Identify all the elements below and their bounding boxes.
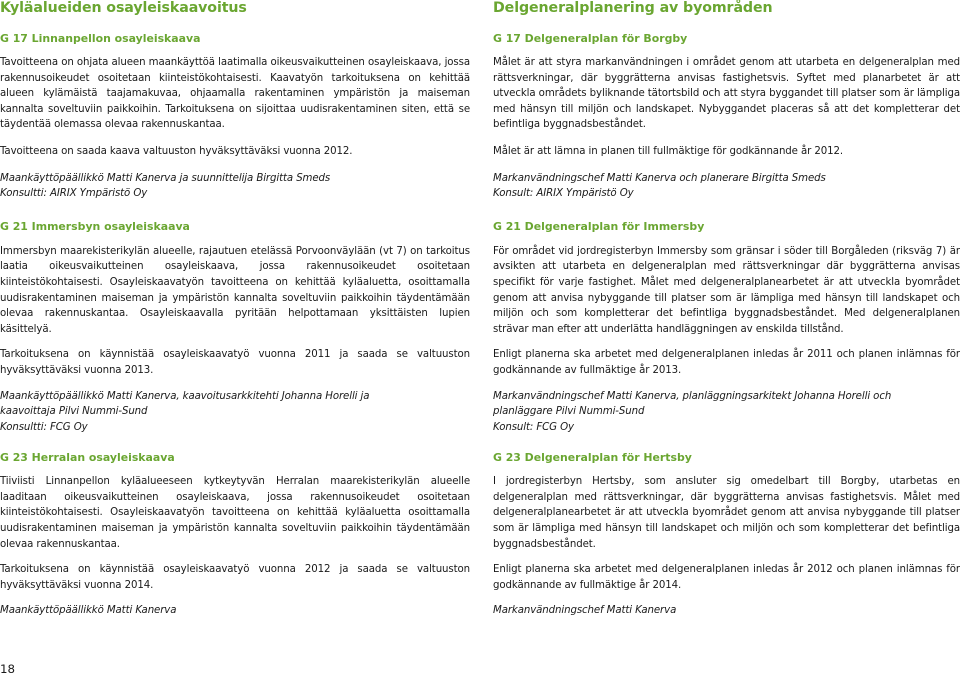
- section-g17-sv: [493, 32, 960, 202]
- page-header-fi: Kyläalueiden osayleiskaavoitus: [0, 0, 247, 16]
- responsible-persons: Markanvändningschef Matti Kanerva: [493, 605, 677, 617]
- paragraph: Tavoitteena on saada kaava valtuuston hyväksyttäväksi vuonna 2012.: [0, 145, 353, 157]
- responsible-persons: Markanvändningschef Matti Kanerva, planläggningsarkitekt Johanna Horelli och: [493, 390, 892, 402]
- responsible-persons: Maankäyttöpäällikkö Matti Kanerva ja suunnittelija Birgitta Smeds: [0, 172, 331, 184]
- page-header-sv: Delgeneralplanering av byområden: [493, 0, 773, 16]
- consultant: Konsult: AIRIX Ympäristö Oy: [493, 188, 634, 200]
- finnish-column: [0, 0, 470, 619]
- paragraph: Tarkoituksena on käynnistää osayleiskaavatyö vuonna 2012 ja saada se valtuuston hyväksyttäväksi vuonna 2014.: [0, 564, 470, 591]
- responsible-persons: Maankäyttöpäällikkö Matti Kanerva, kaavoitusarkkitehti Johanna Horelli ja: [0, 390, 370, 402]
- paragraph: För området vid jordregisterbyn Immersby som gränsar i söder till Borgåleden (riksväg 7) är avsikten att utarbeta en delgeneralplan med rättsverkningar där byggrätterna anvisas specifikt för varje fastighet. Målet med delgeneralplanearbetet är att utveckla byområdet genom att anvisa nybyggande till platser som är lämpliga med hänsyn till landskapet och miljön och som kompletterar det befintliga byggnadsbeståndet. Med delgeneralplanen strävar man efter att underlätta handläggningen av enskilda tillstånd.: [493, 245, 960, 335]
- page-number: 18: [0, 662, 16, 676]
- section-title: G 17 Delgeneralplan för Borgby: [493, 32, 688, 45]
- section-title: G 23 Delgeneralplan för Hertsby: [493, 451, 692, 465]
- consultant: Konsult: FCG Oy: [493, 421, 574, 433]
- section-g21-sv: [493, 220, 960, 436]
- responsible-persons: Maankäyttöpäällikkö Matti Kanerva: [0, 605, 177, 617]
- paragraph: Immersbyn maarekisterikylän alueelle, rajautuen etelässä Porvoonväylään (vt 7) on tarkoitus laatia oikeusvaikutteinen osayleiskaava, jossa rakennusoikeudet osoitetaan kiinteistökohtaisesti. Osayleiskaavatyön tavoitteena on kehittää kyläaluetta, osoittamalla uudisrakentaminen maiseman ja ympäristön kannalta soveltuviin paikkoihin täydentämään olevaa rakennuskantaa. Osayleiskaavalla pyritään helpottamaan yksittäisten lupien käsittelyä.: [0, 245, 470, 335]
- section-title: G 21 Immersbyn osayleiskaava: [0, 219, 190, 233]
- paragraph: Tarkoituksena on käynnistää osayleiskaavatyö vuonna 2011 ja saada se valtuuston hyväksyttäväksi vuonna 2013.: [0, 349, 470, 376]
- paragraph: Enligt planerna ska arbetet med delgeneralplanen inledas år 2012 och planen inlämnas för godkännande av fullmäktige år 2014.: [493, 564, 960, 591]
- paragraph: I jordregisterbyn Hertsby, som ansluter sig omedelbart till Borgby, utarbetas en delgeneralplan med rättsverkningar, där byggrätterna anvisas fastighetsvis. Målet med delgeneralplanearbetet är att utveckla byområdet genom att anvisa nybyggande till platser som är lämpliga med hänsyn till landskapet och miljön och som kompletterar det befintliga byggnadsbeståndet.: [493, 476, 960, 550]
- consultant: Konsultti: FCG Oy: [0, 421, 88, 433]
- paragraph: Tiiviisti Linnanpellon kyläalueeseen kytkeytyvän Herralan maarekisterikylän alueelle laaditaan oikeusvaikutteinen osayleiskaava, jossa rakennusoikeudet osoitetaan kiinteistökohtaisesti. Osayleiskaavatyön tavoitteena on kehittää kyläaluetta osoittamalla uudisrakentaminen maiseman ja ympäristön kannalta soveltuviin paikkoihin täydentämään olevaa rakennuskantaa.: [0, 476, 470, 550]
- section-g23-sv: [493, 451, 960, 619]
- consultant: Konsultti: AIRIX Ympäristö Oy: [0, 188, 148, 200]
- section-title: G 17 Linnanpellon osayleiskaava: [0, 32, 201, 45]
- paragraph: Målet är att lämna in planen till fullmäktige för godkännande år 2012.: [493, 145, 844, 157]
- section-title: G 23 Herralan osayleiskaava: [0, 451, 175, 465]
- section-g21-fi: [0, 220, 470, 436]
- section-g23-fi: [0, 451, 470, 619]
- section-title: G 21 Delgeneralplan för Immersby: [493, 219, 705, 233]
- paragraph: Tavoitteena on ohjata alueen maankäyttöä laatimalla oikeusvaikutteinen osayleiskaava, jossa rakennusoikeudet osoitetaan kiinteistökohtaisesti. Kaavatyön tarkoituksena on kehittää alueen kylämäistä taajamakuvaa, ohjaamalla rakentaminen ympäristön ja maiseman kannalta soveltuviin paikkoihin. Tarkoituksena on sijoittaa uudisrakentaminen siten, että se täydentää olemassa olevaa rakennuskantaa.: [0, 57, 470, 131]
- paragraph: Målet är att styra markanvändningen i området genom att utarbeta en delgeneralplan med rättsverkningar, där byggrätterna anvisas fastighetsvis. Syftet med planarbetet är att utveckla områdets byliknande tätortsbild och att styra byggandet till platser som är lämpliga med hänsyn till miljön och landskapet. Nybyggandet placeras så att det kompletterar det befintliga byggnadsbeståndet.: [493, 57, 960, 131]
- responsible-persons-cont: planläggare Pilvi Nummi-Sund: [493, 406, 645, 418]
- responsible-persons: Markanvändningschef Matti Kanerva och planerare Birgitta Smeds: [493, 172, 826, 184]
- section-g17-fi: [0, 32, 470, 202]
- swedish-column: [493, 0, 960, 619]
- paragraph: Enligt planerna ska arbetet med delgeneralplanen inledas år 2011 och planen inlämnas för godkännande av fullmäktige år 2013.: [493, 349, 960, 376]
- responsible-persons-cont: kaavoittaja Pilvi Nummi-Sund: [0, 406, 148, 418]
